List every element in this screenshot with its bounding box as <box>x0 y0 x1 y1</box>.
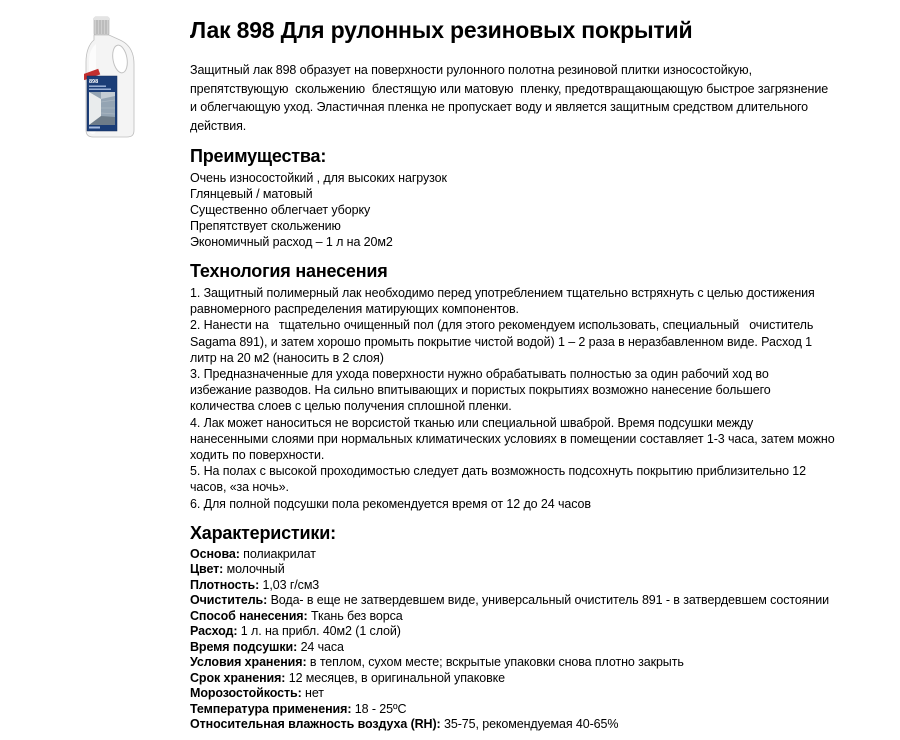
description-line: препятствующую скольжению блестящую или матовую пленку, предотвращающающую быстрое загрязнение <box>190 81 829 96</box>
spec-value: Вода- в еще не затвердевшем виде, универсальный очиститель 891 - в затвердевшем состоянии <box>270 593 829 608</box>
bottle-label <box>87 76 117 131</box>
tech-step-line: 4. Лак может наноситься не ворсистой тканью или специальной шваброй. Время подсушки между <box>190 415 754 430</box>
tech-step <box>190 463 890 495</box>
spec-row <box>190 578 890 594</box>
tech-step <box>190 317 890 366</box>
advantages-heading: Преимущества: <box>190 146 327 166</box>
tech-step-line: равномерного распределения матирующих компонентов. <box>190 302 519 317</box>
spec-row <box>190 686 890 702</box>
spec-value: полиакрилат <box>243 546 316 561</box>
advantage-item: Существенно облегчает уборку <box>190 203 371 217</box>
advantage-item: Очень износостойкий , для высоких нагрузок <box>190 171 447 185</box>
tech-step-line: часов, «за ночь». <box>190 480 289 495</box>
bottle-label-textline <box>89 89 111 90</box>
tech-step-line: литр на 20 м2 (наносить в 2 слоя) <box>190 350 384 365</box>
tech-step-line: 3. Предназначенные для ухода поверхности нужно обрабатывать полностью за один рабочий ход во <box>190 367 769 382</box>
bottle-label-bottom-text <box>89 127 100 129</box>
tech-step-line: ходить по поверхности. <box>190 448 325 463</box>
tech-step-line: 6. Для полной подсушки пола рекомендуется время от 12 до 24 часов <box>190 496 591 511</box>
description-line: и облегчающую уход. Эластичная пленка не пропускает воду и является защитным средством длительного <box>190 100 809 114</box>
page-title: Лак 898 Для рулонных резиновых покрытий <box>190 17 693 43</box>
bottle-label-textline <box>89 86 106 87</box>
tech-step <box>190 366 890 415</box>
advantages-list <box>190 170 890 250</box>
spec-label: Время подсушки: <box>190 639 298 654</box>
specs-list <box>190 547 890 733</box>
spec-value: молочный <box>226 562 285 577</box>
spec-value: 12 месяцев, в оригинальной упаковке <box>288 670 505 685</box>
specs-heading: Характеристики: <box>190 522 336 543</box>
spec-label: Температура применения: <box>190 701 352 716</box>
product-sheet <box>190 16 890 733</box>
product-bottle-image <box>84 16 136 140</box>
spec-value: 24 часа <box>300 639 344 654</box>
spec-label: Очиститель: <box>190 593 268 608</box>
advantage-item: Глянцевый / матовый <box>190 187 313 201</box>
spec-value: 1,03 г/см3 <box>262 577 320 592</box>
spec-row <box>190 671 890 687</box>
bottle-label-photo <box>89 92 115 125</box>
tech-step <box>190 285 890 317</box>
spec-row <box>190 609 890 625</box>
spec-label: Способ нанесения: <box>190 608 308 623</box>
spec-value: нет <box>305 686 324 701</box>
advantage-item: Препятствует скольжению <box>190 219 341 233</box>
tech-step-line: Sagama 891), и затем хорошо промыть покрытие чистой водой) 1 – 2 раза в неразбавленном виде. Расход 1 <box>190 334 812 349</box>
spec-row <box>190 547 890 563</box>
spec-label: Цвет: <box>190 562 224 577</box>
spec-label: Морозостойкость: <box>190 686 302 701</box>
spec-label: Плотность: <box>190 577 260 592</box>
spec-label: Относительная влажность воздуха (RH): <box>190 717 441 732</box>
spec-value: Ткань без ворса <box>310 608 403 623</box>
spec-row <box>190 655 890 671</box>
spec-row <box>190 593 890 609</box>
bottle-illustration <box>84 16 136 140</box>
tech-step-line: 5. На полах с высокой проходимостью следует дать возможность подсохнуть покрытию приблизительно 12 <box>190 464 807 479</box>
tech-step-line: нанесенными слоями при нормальных климатических условиях в помещении составляет 1-3 часа, затем можно <box>190 431 835 446</box>
spec-row <box>190 624 890 640</box>
spec-value: в теплом, сухом месте; вскрытые упаковки снова плотно закрыть <box>309 655 684 670</box>
spec-value: 18 - 25ºС <box>354 701 407 716</box>
spec-value: 35-75, рекомендуемая 40-65% <box>444 717 619 732</box>
product-description <box>190 61 890 135</box>
bottle-label-number: 898 <box>89 79 99 85</box>
spec-label: Расход: <box>190 624 238 639</box>
tech-step <box>190 496 890 512</box>
description-line: действия. <box>190 118 247 133</box>
bottle-cap-icon <box>94 17 109 35</box>
technology-steps <box>190 285 890 512</box>
tech-step-line: количества слоев с целью получения сплошной пленки. <box>190 399 512 414</box>
spec-label: Срок хранения: <box>190 670 286 685</box>
tech-step-line: 1. Защитный полимерный лак необходимо перед употреблением тщательно встряхнуть с целью достижения <box>190 286 815 300</box>
tech-step-line: избежание разводов. На сильно впитывающих и пористых покрытиях возможно нанесение большего <box>190 383 771 398</box>
spec-label: Условия хранения: <box>190 655 307 670</box>
spec-row <box>190 640 890 656</box>
tech-step <box>190 415 890 464</box>
description-line: Защитный лак 898 образует на поверхности рулонного полотна резиновой плитки износостойкую, <box>190 63 752 77</box>
spec-row <box>190 562 890 578</box>
spec-row <box>190 702 890 718</box>
advantage-item: Экономичный расход – 1 л на 20м2 <box>190 235 393 249</box>
spec-value: 1 л. на прибл. 40м2 (1 слой) <box>240 624 401 639</box>
tech-step-line: 2. Нанести на тщательно очищенный пол (для этого рекомендуем использовать, специальный очиститель <box>190 318 814 333</box>
technology-heading: Технология нанесения <box>190 261 388 281</box>
spec-label: Основа: <box>190 546 240 561</box>
spec-row <box>190 717 890 733</box>
